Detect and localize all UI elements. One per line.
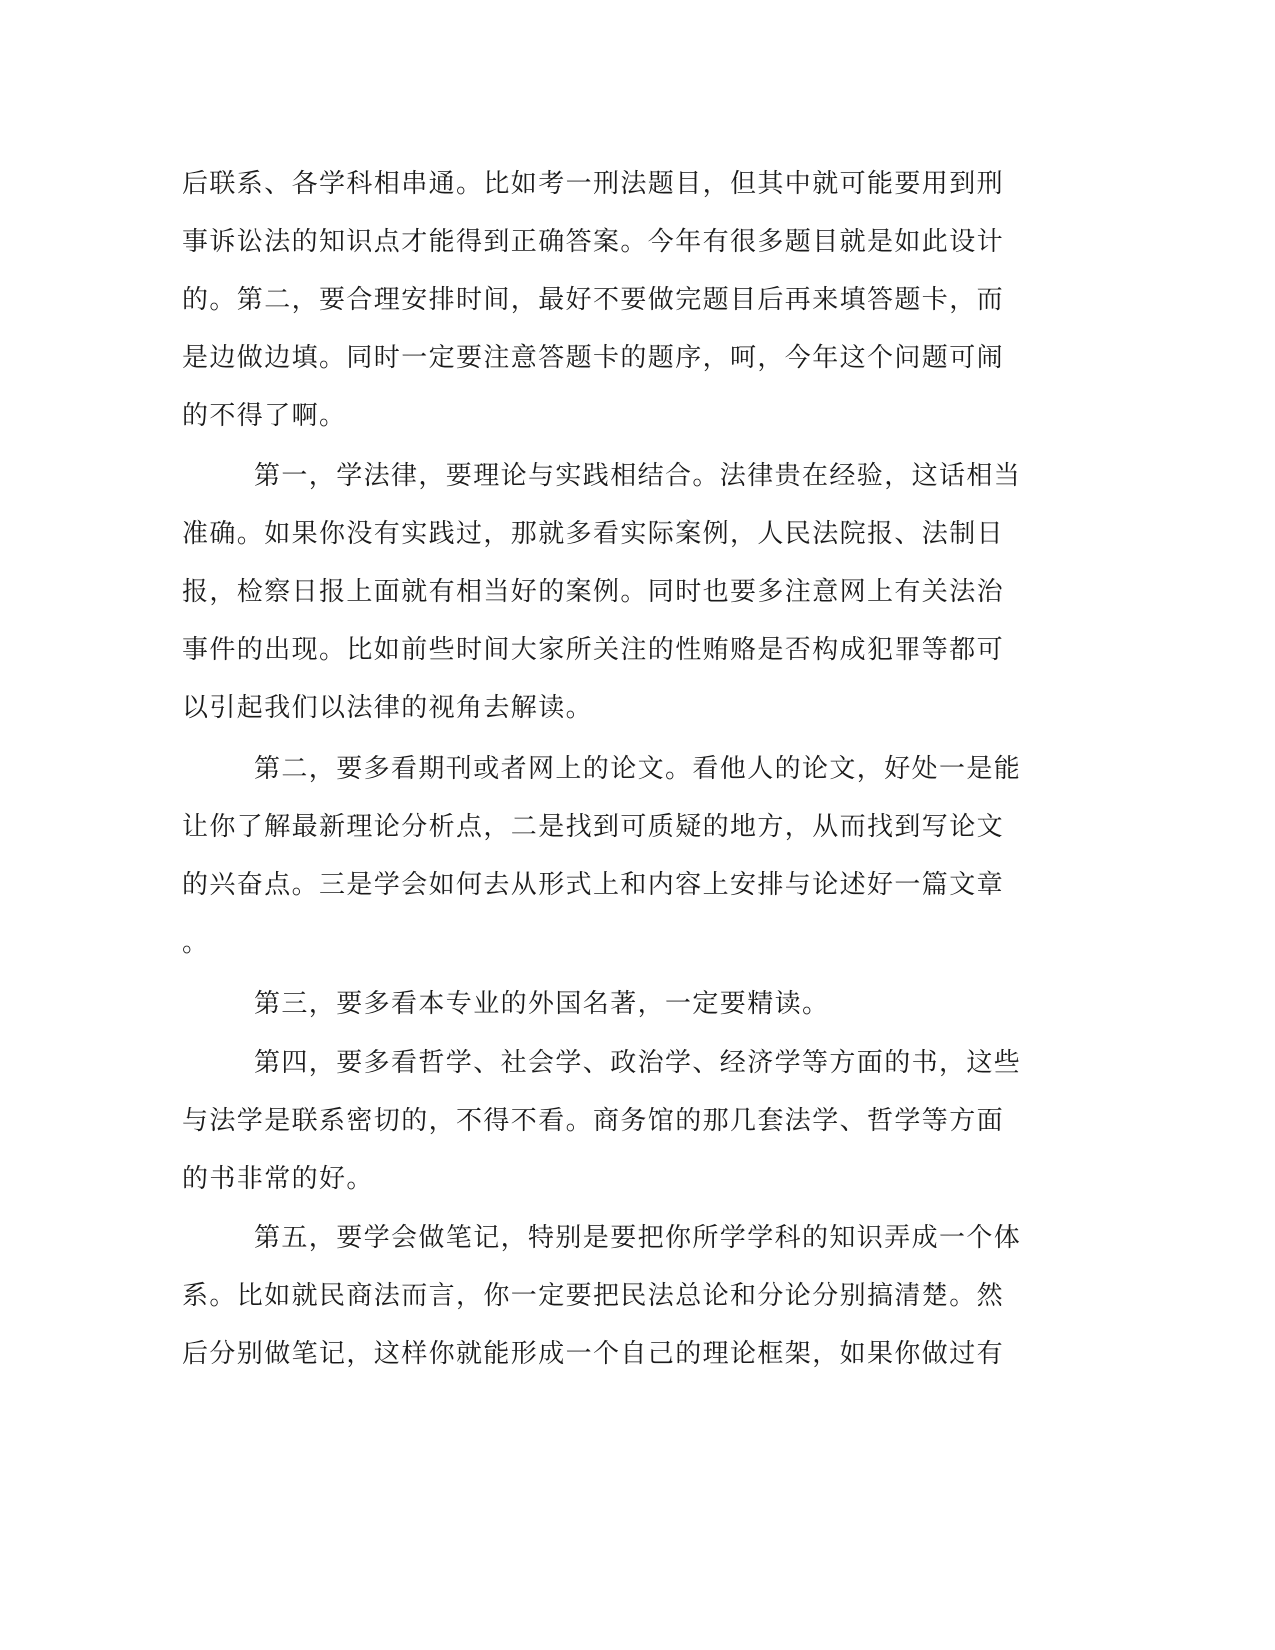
text-line: 后分别做笔记，这样你就能形成一个自己的理论框架，如果你做过有 — [182, 1339, 1005, 1369]
text-line: 事件的出现。比如前些时间大家所关注的性贿赂是否构成犯罪等都可 — [182, 635, 1005, 665]
paragraph-first-line: 第五，要学会做笔记，特别是要把你所学学科的知识弄成一个体 — [254, 1223, 1022, 1253]
text-line: 的不得了啊。 — [182, 401, 347, 431]
text-line: 事诉讼法的知识点才能得到正确答案。今年有很多题目就是如此设计 — [182, 227, 1005, 257]
text-line: 以引起我们以法律的视角去解读。 — [182, 693, 594, 723]
text-line: 是边做边填。同时一定要注意答题卡的题序，呵，今年这个问题可闹 — [182, 343, 1005, 373]
text-line: 。 — [182, 928, 210, 958]
paragraph-first-line: 第四，要多看哲学、社会学、政治学、经济学等方面的书，这些 — [254, 1048, 1022, 1078]
text-line: 系。比如就民商法而言，你一定要把民法总论和分论分别搞清楚。然 — [182, 1281, 1005, 1311]
paragraph-first-line: 第三，要多看本专业的外国名著，一定要精读。 — [254, 989, 830, 1019]
paragraph-first-line: 第一，学法律，要理论与实践相结合。法律贵在经验，这话相当 — [254, 461, 1022, 491]
text-line: 报，检察日报上面就有相当好的案例。同时也要多注意网上有关法治 — [182, 577, 1005, 607]
text-line: 与法学是联系密切的，不得不看。商务馆的那几套法学、哲学等方面 — [182, 1106, 1005, 1136]
text-line: 的书非常的好。 — [182, 1164, 374, 1194]
text-line: 让你了解最新理论分析点，二是找到可质疑的地方，从而找到写论文 — [182, 812, 1005, 842]
text-line: 的兴奋点。三是学会如何去从形式上和内容上安排与论述好一篇文章 — [182, 870, 1005, 900]
text-line: 的。第二，要合理安排时间，最好不要做完题目后再来填答题卡，而 — [182, 285, 1005, 315]
text-line: 后联系、各学科相串通。比如考一刑法题目，但其中就可能要用到刑 — [182, 169, 1005, 199]
paragraph-first-line: 第二，要多看期刊或者网上的论文。看他人的论文，好处一是能 — [254, 754, 1022, 784]
text-line: 准确。如果你没有实践过，那就多看实际案例，人民法院报、法制日 — [182, 519, 1005, 549]
